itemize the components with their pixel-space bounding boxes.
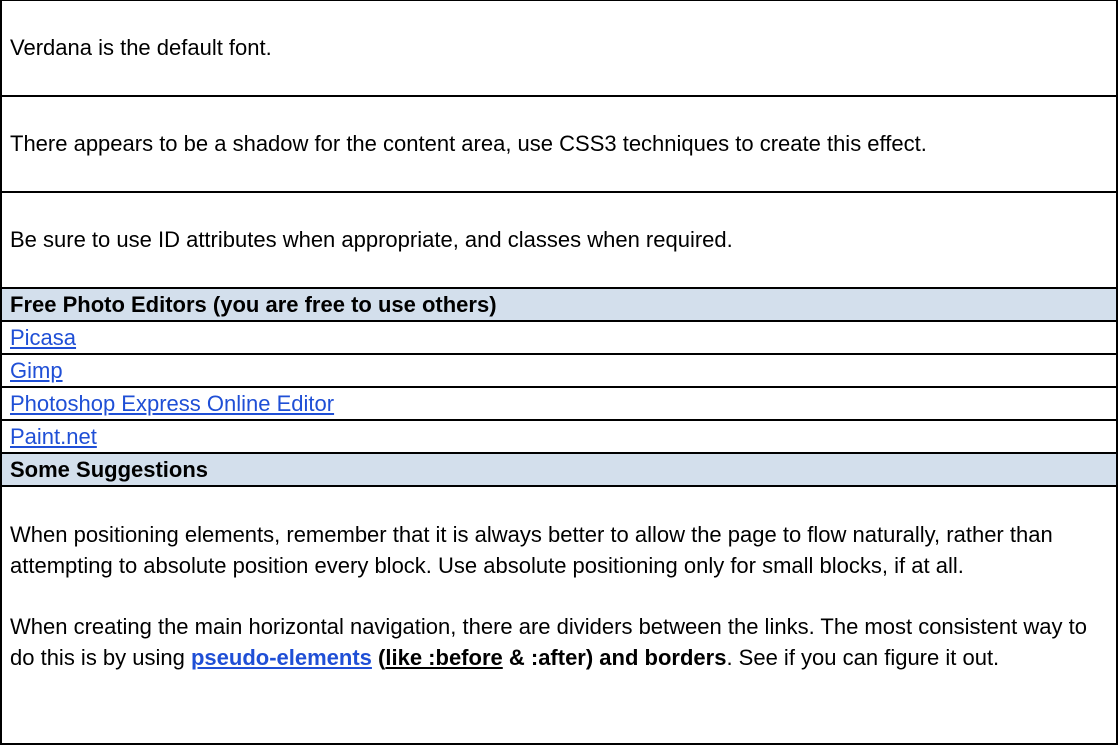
- note-shadow: [2, 97, 1116, 193]
- note-text: Be sure to use ID attributes when appropriate, and classes when required.: [10, 227, 733, 252]
- picasa-link[interactable]: Picasa: [10, 325, 77, 350]
- suggestions-header: [2, 454, 1116, 487]
- photoshop-express-link[interactable]: Photoshop Express Online Editor: [10, 391, 335, 416]
- pseudo-elements-link[interactable]: pseudo-elements: [190, 645, 372, 670]
- editor-row-picasa: [2, 322, 1116, 355]
- paint-net-link[interactable]: Paint.net: [10, 424, 97, 449]
- suggestion-positioning: When positioning elements, remember that it is always better to allow the page to flow naturally, rather than attempting to absolute position every block. Use absolute positioning only for small blocks, if at all.: [10, 522, 1053, 578]
- suggestion-text: When creating the main horizontal navigation, there are dividers between the links. The most consistent way to do this is by using: [10, 614, 1087, 670]
- note-id-attributes: [2, 193, 1116, 289]
- suggestion-bold-text: & :after) and borders: [502, 645, 727, 670]
- photo-editors-header: [2, 289, 1116, 322]
- gimp-link[interactable]: Gimp: [10, 358, 63, 383]
- section-title: Some Suggestions: [10, 457, 209, 482]
- section-title: Free Photo Editors (you are free to use others): [10, 292, 497, 317]
- note-text: There appears to be a shadow for the content area, use CSS3 techniques to create this effect.: [10, 131, 927, 156]
- note-default-font: [2, 1, 1116, 97]
- like-before-link[interactable]: like :before: [385, 645, 503, 670]
- editor-row-photoshop-express: [2, 388, 1116, 421]
- editor-row-paint-net: [2, 421, 1116, 454]
- suggestion-text: . See if you can figure it out.: [726, 645, 1000, 670]
- editor-row-gimp: [2, 355, 1116, 388]
- suggestion-bold-text: (: [371, 645, 386, 670]
- suggestions-body: [2, 487, 1116, 745]
- note-text: Verdana is the default font.: [10, 35, 272, 60]
- suggestion-navigation: [10, 611, 1116, 673]
